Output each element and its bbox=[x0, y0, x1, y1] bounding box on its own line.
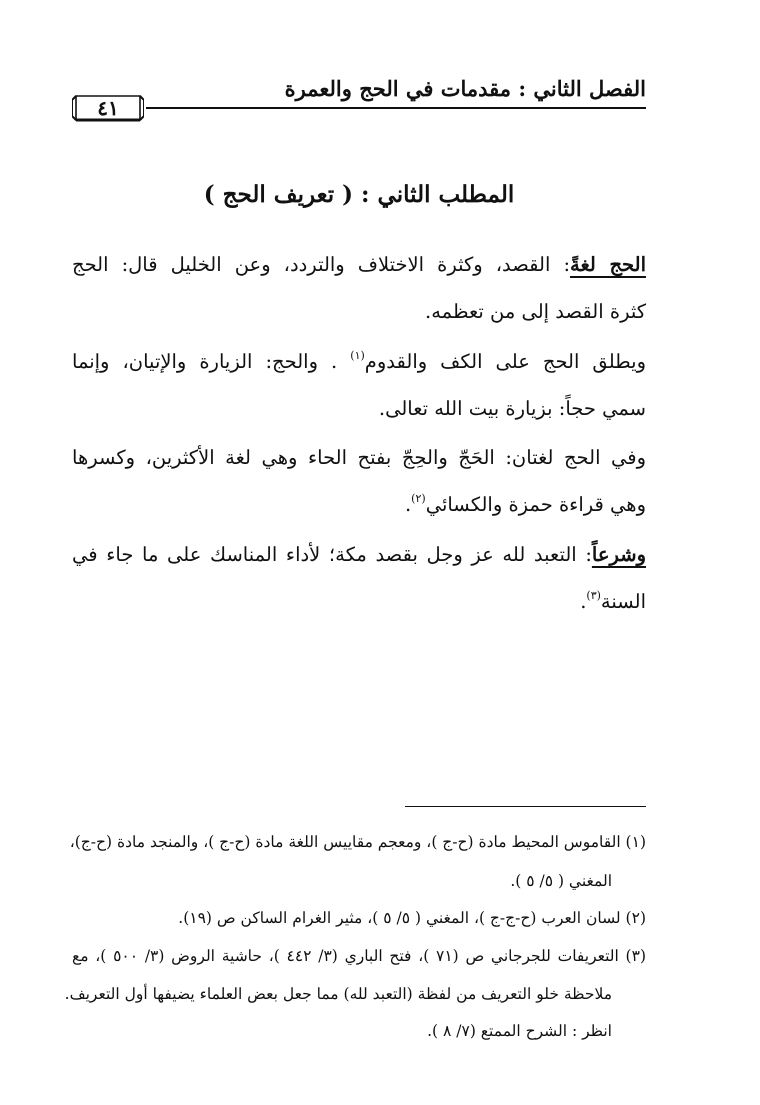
page-number-frame bbox=[72, 93, 144, 123]
paragraph-2-text-a: ويطلق الحج على الكف والقدوم bbox=[364, 350, 646, 373]
footnote-ref-1: (١) bbox=[350, 349, 365, 362]
paragraph-4-line-2 bbox=[72, 587, 646, 617]
paragraph-3-text-a: وهي قراءة حمزة والكسائي bbox=[425, 493, 646, 516]
section-title: المطلب الثاني : ( تعريف الحج ) bbox=[203, 181, 515, 208]
paragraph-1-line-2: كثرة القصد إلى من تعظمه. bbox=[425, 300, 646, 323]
footnote-3-line-3: انظر : الشرح الممتع (٧/ ٨ ). bbox=[427, 1022, 612, 1040]
footnote-2-line-1: (٢) لسان العرب (ح-ج-ج )، المغني ( ٥/ ٥ )، مثير الغرام الساكن ص (١٩). bbox=[178, 909, 646, 927]
paragraph-3-line-1: وفي الحج لغتان: الحَجّ والحِجّ بفتح الحاء وهي لغة الأكثرين، وكسرها bbox=[72, 446, 646, 469]
term-linguistic: الحج لغةً bbox=[570, 253, 646, 276]
running-header bbox=[72, 76, 646, 126]
footnote-separator bbox=[405, 806, 646, 807]
paragraph-1-text: : القصد، وكثرة الاختلاف والتردد، وعن الخليل قال: الحج bbox=[72, 253, 571, 276]
paragraph-4-line-1 bbox=[72, 540, 646, 570]
paragraph-2-text-b: . والحج: الزيارة والإتيان، وإنما bbox=[72, 350, 351, 373]
footnote-3-line-2: ملاحظة خلو التعريف من لفظة (التعبد لله) مما جعل بعض العلماء يضيفها أول التعريف. bbox=[64, 985, 612, 1003]
header-rule bbox=[146, 107, 646, 109]
footnote-1-line-1: (١) القاموس المحيط مادة (ح-ج )، ومعجم مقاييس اللغة مادة (ح-ج )، والمنجد مادة (ح-ج)، bbox=[69, 833, 646, 851]
paragraph-4-text-a: السنة bbox=[600, 590, 646, 613]
paragraph-2-line-2: سمي حجاً: بزيارة بيت الله تعالى. bbox=[378, 397, 646, 420]
paragraph-2-line-1 bbox=[72, 347, 646, 377]
paragraph-4-text: : التعبد لله عز وجل بقصد مكة؛ لأداء المناسك على ما جاء في bbox=[72, 543, 592, 566]
page-number: ٤١ bbox=[97, 96, 119, 120]
footnote-ref-3: (٣) bbox=[586, 589, 601, 602]
paragraph-3-line-2 bbox=[72, 490, 646, 520]
paragraph-1-line-1 bbox=[72, 250, 646, 280]
chapter-title: الفصل الثاني : مقدمات في الحج والعمرة bbox=[284, 76, 646, 101]
term-legal: وشرعاً bbox=[591, 543, 646, 566]
footnote-ref-2: (٢) bbox=[411, 492, 426, 505]
paragraph-3-text-b: . bbox=[404, 493, 412, 516]
paragraph-4-text-b: . bbox=[580, 590, 587, 613]
footnote-1-line-2: المغني ( ٥/ ٥ ). bbox=[510, 872, 612, 890]
footnote-3-line-1: (٣) التعريفات للجرجاني ص (٧١ )، فتح الباري (٣/ ٤٤٢ )، حاشية الروض (٣/ ٥٠٠ )، مع bbox=[72, 947, 646, 965]
